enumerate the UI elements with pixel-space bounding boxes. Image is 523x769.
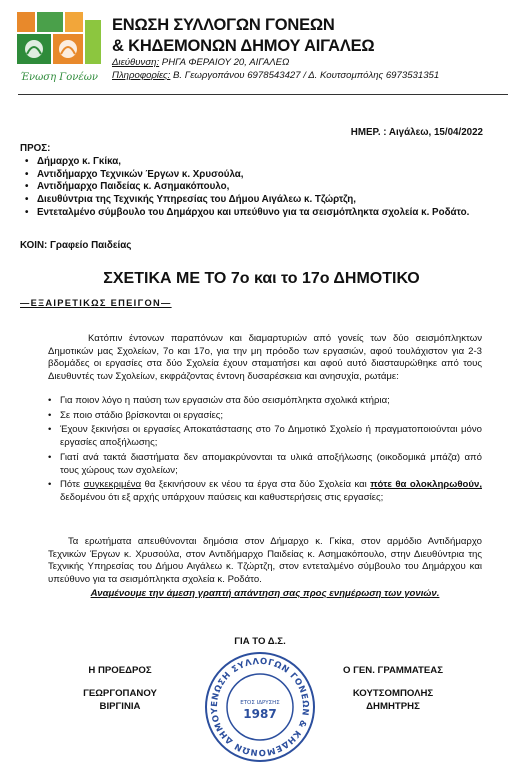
org-name-line1: ΕΝΩΣΗ ΣΥΛΛΟΓΩΝ ΓΟΝΕΩΝ [112, 16, 335, 34]
president-surname: ΓΕΩΡΓΟΠΑΝΟΥ [83, 688, 157, 699]
question-item [48, 479, 482, 504]
organization-logo [15, 10, 103, 90]
org-name-line2: & ΚΗΔΕΜΟΝΩΝ ΔΗΜΟΥ ΑΙΓΑΛΕΩ [112, 37, 375, 55]
logo-text: Ένωση Γονέων [20, 72, 98, 83]
questions-list [48, 395, 482, 507]
intro-paragraph: Κατόπιν έντονων παραπόνων και διαμαρτυριών από γονείς των δύο σεισμόπληκτων Δημοτικών μας Σχολείων, 7ο και 17ο, για την μη πρόοδο των εργασιών, αφού τουλάχιστον για 2-3 βδομάδες οι εργασίες στα δύο Σχολεία έχουν σταματήσει και αφού αυτό διασταυρώθηκε από τους Διευθυντές των Σχολείων, εκφράζοντας έντονη δυσαρέσκεια και ανησυχία, ρωτάμε: [48, 333, 482, 383]
q5-text-3: δεδομένου ότι εξ αρχής υπάρχουν παύσεις και καθυστερήσεις στις εργασίες; [60, 491, 384, 503]
recipient-item: • Αντιδήμαρχο Παιδείας κ. Ασημακόπουλο, [20, 181, 490, 194]
seal-graphic [194, 650, 326, 764]
document-title: ΣΧΕΤΙΚΑ ΜΕ ΤΟ 7ο και το 17ο ΔΗΜΟΤΙΚΟ [103, 270, 420, 287]
board-label: ΓΙΑ ΤΟ Δ.Σ. [234, 636, 286, 647]
urgent-label: —ΕΞΑΙΡΕΤΙΚΩΣ ΕΠΕΙΓΟΝ— [20, 298, 172, 308]
address-line [112, 57, 289, 68]
recipient-item: • Δήμαρχο κ. Γκίκα, [20, 156, 490, 169]
question-item: • Έχουν ξεκινήσει οι εργασίες Αποκατάστασης στο 7ο Δημοτικό Σχολείο ή πραγματοποιούνται μόνο εργασίες αποξήλωσης; [48, 424, 482, 449]
contact-info-line [112, 70, 439, 81]
seal-founded-label: ΕΤΟΣ ΙΔΡΥΣΗΣ [240, 700, 280, 706]
address-label: Διεύθυνση: [112, 57, 160, 68]
info-label: Πληροφορίες: [112, 70, 171, 81]
closing-line: Αναμένουμε την άμεση γραπτή απάντηση σας προς ενημέρωση των γονιών. [90, 588, 440, 599]
recipients-list [20, 156, 490, 220]
recipients-label: ΠΡΟΣ: [20, 143, 51, 154]
seal-ring-text: ΕΝΩΣΗ ΣΥΛΛΟΓΩΝ ΓΟΝΕΩΝ & ΚΗΔΕΜΟΝΩΝ ΔΗΜΟΥ [209, 656, 311, 758]
recipient-item: • Εντεταλμένο σύμβουλο του Δημάρχου και υπεύθυνο για τα σεισμόπληκτα σχολεία κ. Ροδάτο. [20, 207, 490, 220]
question-item: • Γιατί ανά τακτά διαστήματα δεν απομακρύνονται τα υλικά αποξήλωσης (οικοδομικά μπάζα) από τους χώρους των σχολείων; [48, 452, 482, 477]
secretary-firstname: ΔΗΜΗΤΡΗΣ [366, 701, 420, 712]
q5-bold-underlined: πότε θα ολοκληρωθούν, [370, 479, 482, 491]
seal-year: 1987 [243, 707, 277, 721]
cc-line: ΚΟΙΝ: Γραφείο Παιδείας [20, 240, 132, 251]
recipient-item: • Αντιδήμαρχο Τεχνικών Έργων κ. Χρυσούλα, [20, 169, 490, 182]
address-value: ΡΗΓΑ ΦΕΡΑΙΟΥ 20, ΑΙΓΑΛΕΩ [159, 57, 290, 68]
q5-text-2: θα ξεκινήσουν εκ νέου τα έργα στα δύο Σχολεία και [141, 479, 371, 491]
date-line: ΗΜΕΡ. : Αιγάλεω, 15/04/2022 [350, 127, 483, 138]
recipient-item: • Διευθύντρια της Τεχνικής Υπηρεσίας του Δήμου Αιγάλεω κ. Τζώρτζη, [20, 194, 490, 207]
q5-underlined: συγκεκριμένα [83, 479, 142, 491]
secretary-title: Ο ΓΕΝ. ΓΡΑΜΜΑΤΕΑΣ [343, 665, 443, 676]
president-title: Η ΠΡΟΕΔΡΟΣ [88, 665, 152, 676]
question-item: • Σε ποιο στάδιο βρίσκονται οι εργασίες; [48, 410, 482, 423]
secretary-surname: ΚΟΥΤΣΟΜΠΟΛΗΣ [352, 688, 434, 699]
question-item: • Για ποιον λόγο η παύση των εργασιών στα δύο σεισμόπληκτα σχολικά κτήρια; [48, 395, 482, 408]
president-firstname: ΒΙΡΓΙΝΙΑ [99, 701, 141, 712]
addressees-paragraph: Τα ερωτήματα απευθύνονται δημόσια στον Δήμαρχο κ. Γκίκα, στον αρμόδιο Αντιδήμαρχο Τεχνικών Έργων κ. Χρυσούλα, στον Αντιδήμαρχο Παιδείας κ. Ασημακόπουλο, στην Διευθύντρια της Τεχνικής Υπηρεσίας του Δήμου Αιγάλεω κ. Τζώρτζη, στον εντεταλμένο σύμβουλο του Δημάρχου και υπεύθυνο για τα σεισμόπληκτα σχολεία κ. Ροδάτο. [48, 536, 482, 586]
header-divider [18, 94, 508, 95]
q5-text-1: Πότε [60, 479, 84, 491]
info-value: Β. Γεωργοπάνου 6978543427 / Δ. Κουτσομπόλης 6973531351 [170, 70, 440, 81]
official-seal [194, 650, 326, 764]
